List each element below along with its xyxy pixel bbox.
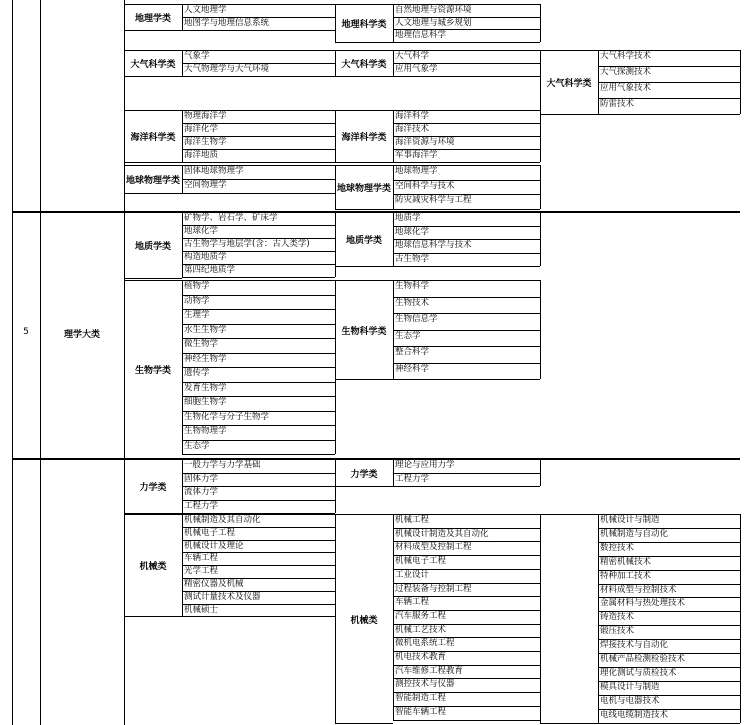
- row-divider: [393, 720, 540, 721]
- column-divider: [124, 165, 125, 193]
- major-item: 海洋化学: [184, 124, 219, 134]
- row-divider: [124, 212, 335, 213]
- group-label: 生物学类: [134, 366, 171, 376]
- major-item: 机械设计及理论: [184, 540, 244, 551]
- major-item: 智能制造工程: [395, 693, 447, 704]
- column-divider: [740, 50, 741, 114]
- column-divider: [740, 514, 741, 723]
- row-divider: [124, 30, 182, 31]
- row-divider: [335, 4, 540, 5]
- column-divider: [182, 50, 183, 76]
- major-item: 生物技术: [395, 297, 430, 308]
- column-divider: [182, 514, 183, 616]
- major-item: 海洋技术: [395, 124, 430, 134]
- major-item: 海洋科学: [395, 111, 430, 121]
- major-item: 海洋资源与环境: [395, 137, 455, 147]
- major-item: 机械电子工程: [395, 556, 447, 567]
- major-item: 特种加工技术: [600, 570, 652, 581]
- column-divider: [540, 212, 541, 266]
- major-item: 工程力学: [184, 500, 219, 511]
- column-divider: [335, 459, 336, 486]
- major-item: 地球信息科学与技术: [395, 240, 472, 250]
- major-item: 过程装备与控制工程: [395, 583, 472, 594]
- column-divider: [540, 280, 541, 379]
- major-item: 微机电系统工程: [395, 638, 455, 649]
- major-item: 植物学: [184, 281, 210, 291]
- group-label: 大气科学类: [546, 79, 592, 89]
- major-item: 流体力学: [184, 487, 219, 497]
- column-divider: [540, 4, 541, 42]
- column-divider: [124, 280, 125, 458]
- major-item: 构造地质学: [184, 252, 227, 262]
- major-item: 神经科学: [395, 363, 430, 374]
- major-item: 古生物学: [395, 253, 430, 264]
- row-divider: [182, 277, 335, 278]
- row-divider: [182, 454, 335, 455]
- major-item: 固体力学: [184, 473, 219, 484]
- major-item: 材料成型及控制工程: [395, 542, 472, 553]
- major-item: 地球物理学: [395, 166, 438, 176]
- column-divider: [40, 0, 41, 725]
- row-divider: [540, 723, 598, 724]
- major-item: 机械设计与制造: [600, 515, 660, 525]
- row-divider: [335, 76, 393, 77]
- major-item: 海洋生物学: [184, 137, 227, 147]
- row-divider: [124, 50, 335, 51]
- major-item: 机械工艺技术: [395, 624, 447, 635]
- major-item: 人文地理与城乡规划: [395, 17, 472, 28]
- row-divider: [393, 76, 540, 77]
- major-item: 固体地球物理学: [184, 166, 244, 176]
- column-divider: [393, 212, 394, 266]
- major-item: 精密机械技术: [600, 556, 652, 567]
- major-item: 微生物学: [184, 339, 219, 349]
- row-divider: [335, 379, 393, 380]
- row-divider: [335, 266, 393, 267]
- major-item: 地理信息科学: [395, 30, 447, 40]
- major-item: 发育生物学: [184, 382, 227, 393]
- major-item: 地图学与地理信息系统: [184, 18, 270, 28]
- major-item: 应用气象技术: [600, 83, 652, 93]
- major-item: 空间物理学: [184, 180, 227, 190]
- major-item: 机械硕士: [184, 604, 219, 615]
- row-divider: [335, 280, 540, 281]
- column-divider: [124, 110, 125, 162]
- major-item: 大气探测技术: [600, 67, 652, 77]
- column-divider: [335, 110, 336, 162]
- row-divider: [124, 459, 335, 460]
- row-divider: [335, 459, 540, 460]
- row-divider: [335, 165, 540, 166]
- major-item: 防雷技术: [600, 99, 635, 109]
- major-item: 汽车服务工程: [395, 610, 447, 621]
- major-item: 应用气象学: [395, 64, 438, 74]
- major-item: 物理海洋学: [184, 111, 227, 121]
- major-item: 理论与应用力学: [395, 460, 455, 470]
- column-divider: [540, 110, 541, 162]
- column-divider: [182, 212, 183, 277]
- group-label: 海洋科学类: [130, 133, 176, 143]
- major-item: 工业设计: [395, 569, 430, 580]
- major-item: 机械制造及其自动化: [184, 515, 261, 525]
- column-divider: [12, 0, 13, 725]
- column-divider: [598, 50, 599, 114]
- group-label: 大气科学类: [341, 60, 387, 70]
- major-item: 机电技术教育: [395, 652, 447, 662]
- major-item: 精密仪器及机械: [184, 579, 244, 589]
- column-divider: [335, 514, 336, 723]
- major-item: 电机与电器技术: [600, 695, 660, 706]
- column-divider: [540, 459, 541, 486]
- major-item: 焊接技术与自动化: [600, 640, 669, 651]
- major-item: 海洋地质: [184, 150, 219, 160]
- column-divider: [124, 50, 125, 76]
- major-item: 车辆工程: [395, 597, 430, 608]
- group-label: 地球物理学类: [125, 176, 180, 186]
- group-label: 大气科学类: [130, 60, 176, 70]
- major-item: 防灾减灾科学与工程: [395, 195, 472, 205]
- row-divider: [335, 50, 540, 51]
- row-divider: [393, 266, 540, 267]
- major-item: 模具设计与制造: [600, 681, 660, 692]
- group-label: 力学类: [350, 469, 378, 480]
- group-label: 海洋科学类: [341, 133, 387, 143]
- row-divider: [335, 723, 393, 724]
- row-divider: [124, 514, 335, 515]
- major-item: 生物科学: [395, 281, 430, 291]
- row-divider: [335, 486, 393, 487]
- row-divider: [124, 162, 182, 163]
- row-divider: [182, 616, 335, 617]
- major-item: 水生生物学: [184, 324, 227, 335]
- row-divider: [335, 162, 393, 163]
- row-divider: [182, 30, 335, 31]
- major-item: 空间科学与技术: [395, 180, 455, 191]
- column-divider: [182, 165, 183, 193]
- major-item: 自然地理与资源环境: [395, 5, 472, 15]
- group-label: 地质学类: [345, 236, 382, 246]
- major-item: 理化测试与质检技术: [600, 667, 677, 678]
- row-divider: [182, 76, 335, 77]
- major-item: 生物物理学: [184, 426, 227, 436]
- major-item: 测试计量技术及仪器: [184, 591, 261, 602]
- row-divider: [540, 114, 598, 115]
- row-divider: [393, 379, 540, 380]
- row-divider: [335, 212, 540, 213]
- major-item: 生态学: [184, 440, 210, 451]
- major-item: 人文地理学: [184, 5, 227, 15]
- group-label: 地球物理学类: [336, 184, 391, 194]
- column-divider: [393, 459, 394, 486]
- row-divider: [124, 616, 182, 617]
- row-divider: [393, 209, 540, 210]
- column-divider: [182, 110, 183, 162]
- major-item: 铸造技术: [600, 612, 635, 623]
- column-divider: [540, 50, 541, 114]
- major-item: 大气科学技术: [600, 51, 652, 61]
- group-label: 机械类: [139, 562, 167, 572]
- row-divider: [124, 4, 335, 5]
- major-item: 工程力学: [395, 473, 430, 484]
- row-divider: [393, 42, 540, 43]
- row-divider: [182, 162, 335, 163]
- major-item: 汽车维修工程教育: [395, 665, 464, 676]
- major-item: 机械制造与自动化: [600, 528, 669, 539]
- row-divider: [124, 110, 335, 111]
- major-item: 生物信息学: [395, 314, 438, 324]
- major-item: 机械电子工程: [184, 527, 236, 538]
- row-divider: [124, 280, 335, 281]
- column-divider: [335, 4, 336, 42]
- major-item: 智能车辆工程: [395, 706, 447, 717]
- major-item: 大气科学: [395, 51, 430, 61]
- major-item: 一般力学与力学基础: [184, 460, 261, 470]
- major-item: 神经生物学: [184, 353, 227, 364]
- major-item: 机械工程: [395, 515, 430, 525]
- group-label: 地质学类: [134, 242, 171, 252]
- big-category-label: 理学大类: [63, 330, 100, 340]
- column-divider: [393, 514, 394, 720]
- major-item: 遗传学: [184, 368, 210, 378]
- major-item: 生态学: [395, 330, 421, 341]
- group-label: 地理科学类: [341, 20, 387, 30]
- column-divider: [335, 280, 336, 379]
- row-divider: [182, 193, 335, 194]
- column-divider: [393, 50, 394, 76]
- row-divider: [393, 486, 540, 487]
- column-divider: [335, 165, 336, 209]
- row-divider: [124, 76, 182, 77]
- column-divider: [182, 280, 183, 454]
- column-divider: [182, 459, 183, 513]
- column-divider: [393, 165, 394, 209]
- column-divider: [540, 514, 541, 723]
- major-item: 矿物学、岩石学、矿床学: [184, 213, 278, 223]
- major-item: 光学工程: [184, 566, 219, 577]
- column-divider: [393, 4, 394, 42]
- major-item: 生理学: [184, 310, 210, 320]
- major-item: 大气物理学与大气环境: [184, 64, 270, 74]
- column-divider: [124, 459, 125, 513]
- major-item: 地质学: [395, 213, 421, 223]
- row-divider: [335, 514, 540, 515]
- group-label: 机械类: [350, 615, 378, 626]
- row-divider: [124, 165, 335, 166]
- column-divider: [393, 280, 394, 379]
- row-divider: [393, 162, 540, 163]
- column-divider: [124, 4, 125, 30]
- row-divider: [335, 110, 540, 111]
- major-item: 生物化学与分子生物学: [184, 411, 270, 422]
- major-item: 第四纪地质学: [184, 265, 236, 275]
- row-divider: [124, 193, 182, 194]
- major-item: 机械设计制造及其自动化: [395, 528, 489, 539]
- row-divider: [598, 114, 740, 115]
- major-item: 动物学: [184, 295, 210, 306]
- group-label: 力学类: [139, 483, 167, 493]
- row-divider: [124, 278, 182, 279]
- major-item: 地球化学: [184, 226, 219, 236]
- row-divider: [335, 42, 393, 43]
- major-item: 古生物学与地层学(含：古人类学): [184, 239, 310, 249]
- group-label: 地理学类: [134, 14, 171, 24]
- row-divider: [598, 723, 740, 724]
- row-divider: [540, 50, 740, 51]
- column-divider: [335, 212, 336, 266]
- group-label: 生物科学类: [341, 326, 387, 337]
- column-divider: [124, 212, 125, 278]
- column-divider: [124, 514, 125, 616]
- row-number: 5: [23, 327, 29, 337]
- major-item: 细胞生物学: [184, 397, 227, 407]
- row-divider: [540, 514, 740, 515]
- major-item: 军事海洋学: [395, 150, 438, 160]
- column-divider: [393, 110, 394, 162]
- column-divider: [598, 514, 599, 723]
- major-item: 车辆工程: [184, 553, 219, 564]
- column-divider: [540, 165, 541, 209]
- major-item: 地球化学: [395, 226, 430, 237]
- major-item: 锻压技术: [600, 626, 635, 637]
- column-divider: [182, 4, 183, 30]
- column-divider: [335, 50, 336, 76]
- major-item: 数控技术: [600, 542, 635, 553]
- major-item: 整合科学: [395, 347, 430, 357]
- major-item: 机械产品检测检验技术: [600, 654, 686, 664]
- major-item: 电线电缆制造技术: [600, 709, 669, 720]
- major-item: 测控技术与仪器: [395, 679, 455, 690]
- row-divider: [335, 209, 393, 210]
- major-item: 材料成型与控制技术: [600, 584, 677, 595]
- major-item: 气象学: [184, 51, 210, 61]
- major-item: 金属材料与热处理技术: [600, 598, 686, 609]
